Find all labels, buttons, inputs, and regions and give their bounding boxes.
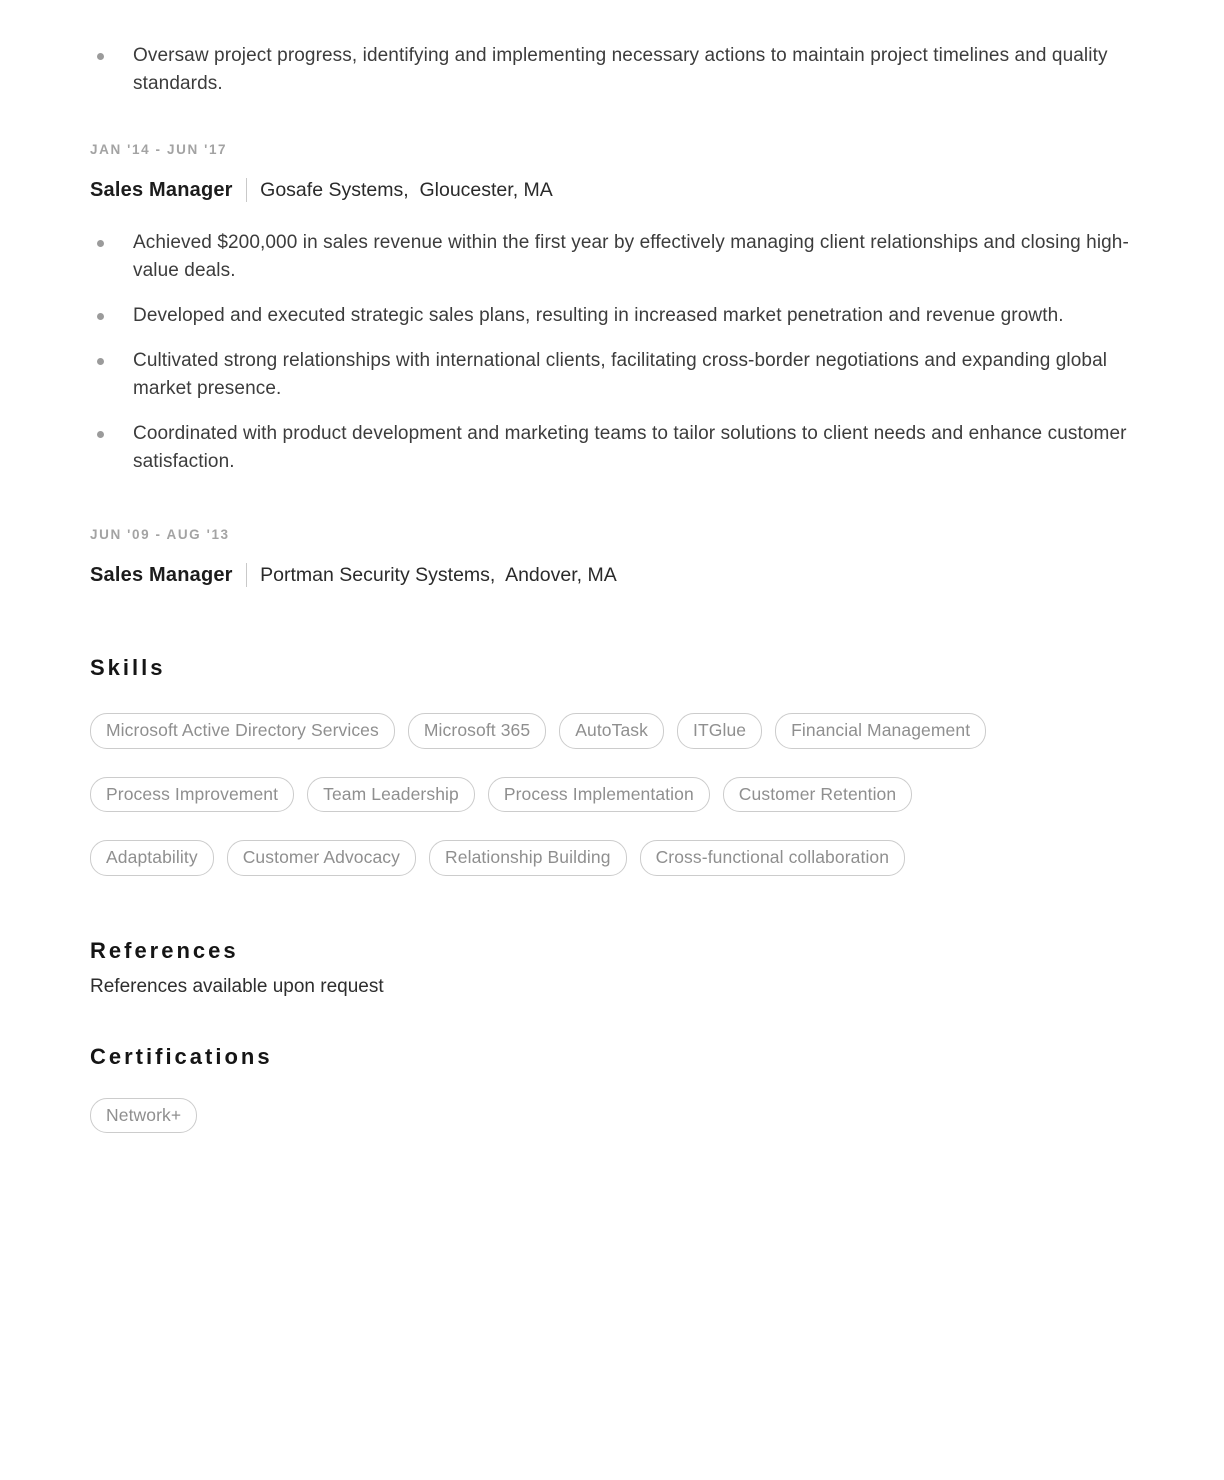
bullet-dot-icon bbox=[97, 53, 104, 60]
bullet-text: Achieved $200,000 in sales revenue within the first year by effectively managing client relationships and closing high-value deals. bbox=[133, 232, 1129, 281]
skill-pill: Team Leadership bbox=[307, 777, 475, 813]
skill-pill: Financial Management bbox=[775, 713, 986, 749]
bullet-dot-icon bbox=[97, 358, 104, 365]
references-heading: References bbox=[90, 937, 239, 963]
skill-pill: AutoTask bbox=[559, 713, 664, 749]
bullet-item bbox=[90, 229, 1136, 285]
job-entry-gosafe bbox=[90, 142, 1136, 476]
skills-section bbox=[90, 655, 1136, 876]
skill-pill: Microsoft Active Directory Services bbox=[90, 713, 395, 749]
bullet-item bbox=[90, 302, 1136, 330]
job-company-location: Portman Security Systems, Andover, MA bbox=[260, 563, 617, 586]
bullet-item bbox=[90, 420, 1136, 476]
bullet-item bbox=[90, 42, 1136, 98]
skill-pill: Customer Advocacy bbox=[227, 840, 416, 876]
job-title-row bbox=[90, 178, 1136, 202]
skills-row-3 bbox=[90, 840, 1136, 876]
bullet-dot-icon bbox=[97, 240, 104, 247]
skills-pill-rows bbox=[90, 713, 1136, 876]
skill-pill: Process Implementation bbox=[488, 777, 710, 813]
references-text: References available upon request bbox=[90, 975, 384, 997]
skill-pill: Microsoft 365 bbox=[408, 713, 546, 749]
bullet-text: Coordinated with product development and marketing teams to tailor solutions to client needs and enhance customer satisfaction. bbox=[133, 423, 1127, 472]
skill-pill: ITGlue bbox=[677, 713, 762, 749]
skill-pill: Process Improvement bbox=[90, 777, 294, 813]
bullet-text: Cultivated strong relationships with international clients, facilitating cross-border negotiations and expanding global market presence. bbox=[133, 350, 1108, 399]
skills-heading: Skills bbox=[90, 655, 166, 680]
previous-job-bullets bbox=[90, 42, 1136, 98]
skill-pill: Cross-functional collaboration bbox=[640, 840, 906, 876]
title-separator-divider bbox=[246, 563, 248, 587]
bullet-item bbox=[90, 347, 1136, 403]
skill-pill: Adaptability bbox=[90, 840, 214, 876]
job-entry-portman bbox=[90, 527, 1136, 587]
skill-pill: Customer Retention bbox=[723, 777, 912, 813]
skill-pill: Network+ bbox=[90, 1098, 197, 1134]
bullet-text: Oversaw project progress, identifying and implementing necessary actions to maintain project timelines and quality standards. bbox=[133, 45, 1108, 94]
job-dates: JAN '14 - JUN '17 bbox=[90, 142, 228, 157]
skill-pill: Relationship Building bbox=[429, 840, 627, 876]
bullet-dot-icon bbox=[97, 431, 104, 438]
title-separator-divider bbox=[246, 178, 248, 202]
certifications-section bbox=[90, 1044, 1136, 1134]
job-title-row bbox=[90, 563, 1136, 587]
skills-row-1 bbox=[90, 713, 1136, 749]
job-company-location: Gosafe Systems, Gloucester, MA bbox=[260, 178, 553, 201]
certifications-pills bbox=[90, 1098, 1136, 1134]
job-title: Sales Manager bbox=[90, 178, 233, 201]
job-bullets bbox=[90, 229, 1136, 476]
references-section bbox=[90, 938, 1136, 998]
bullet-text: Developed and executed strategic sales plans, resulting in increased market penetration and revenue growth. bbox=[133, 305, 1064, 326]
bullet-dot-icon bbox=[97, 313, 104, 320]
skills-row-2 bbox=[90, 777, 1136, 813]
certifications-heading: Certifications bbox=[90, 1043, 273, 1069]
job-dates: JUN '09 - AUG '13 bbox=[90, 527, 230, 542]
job-title: Sales Manager bbox=[90, 563, 233, 586]
